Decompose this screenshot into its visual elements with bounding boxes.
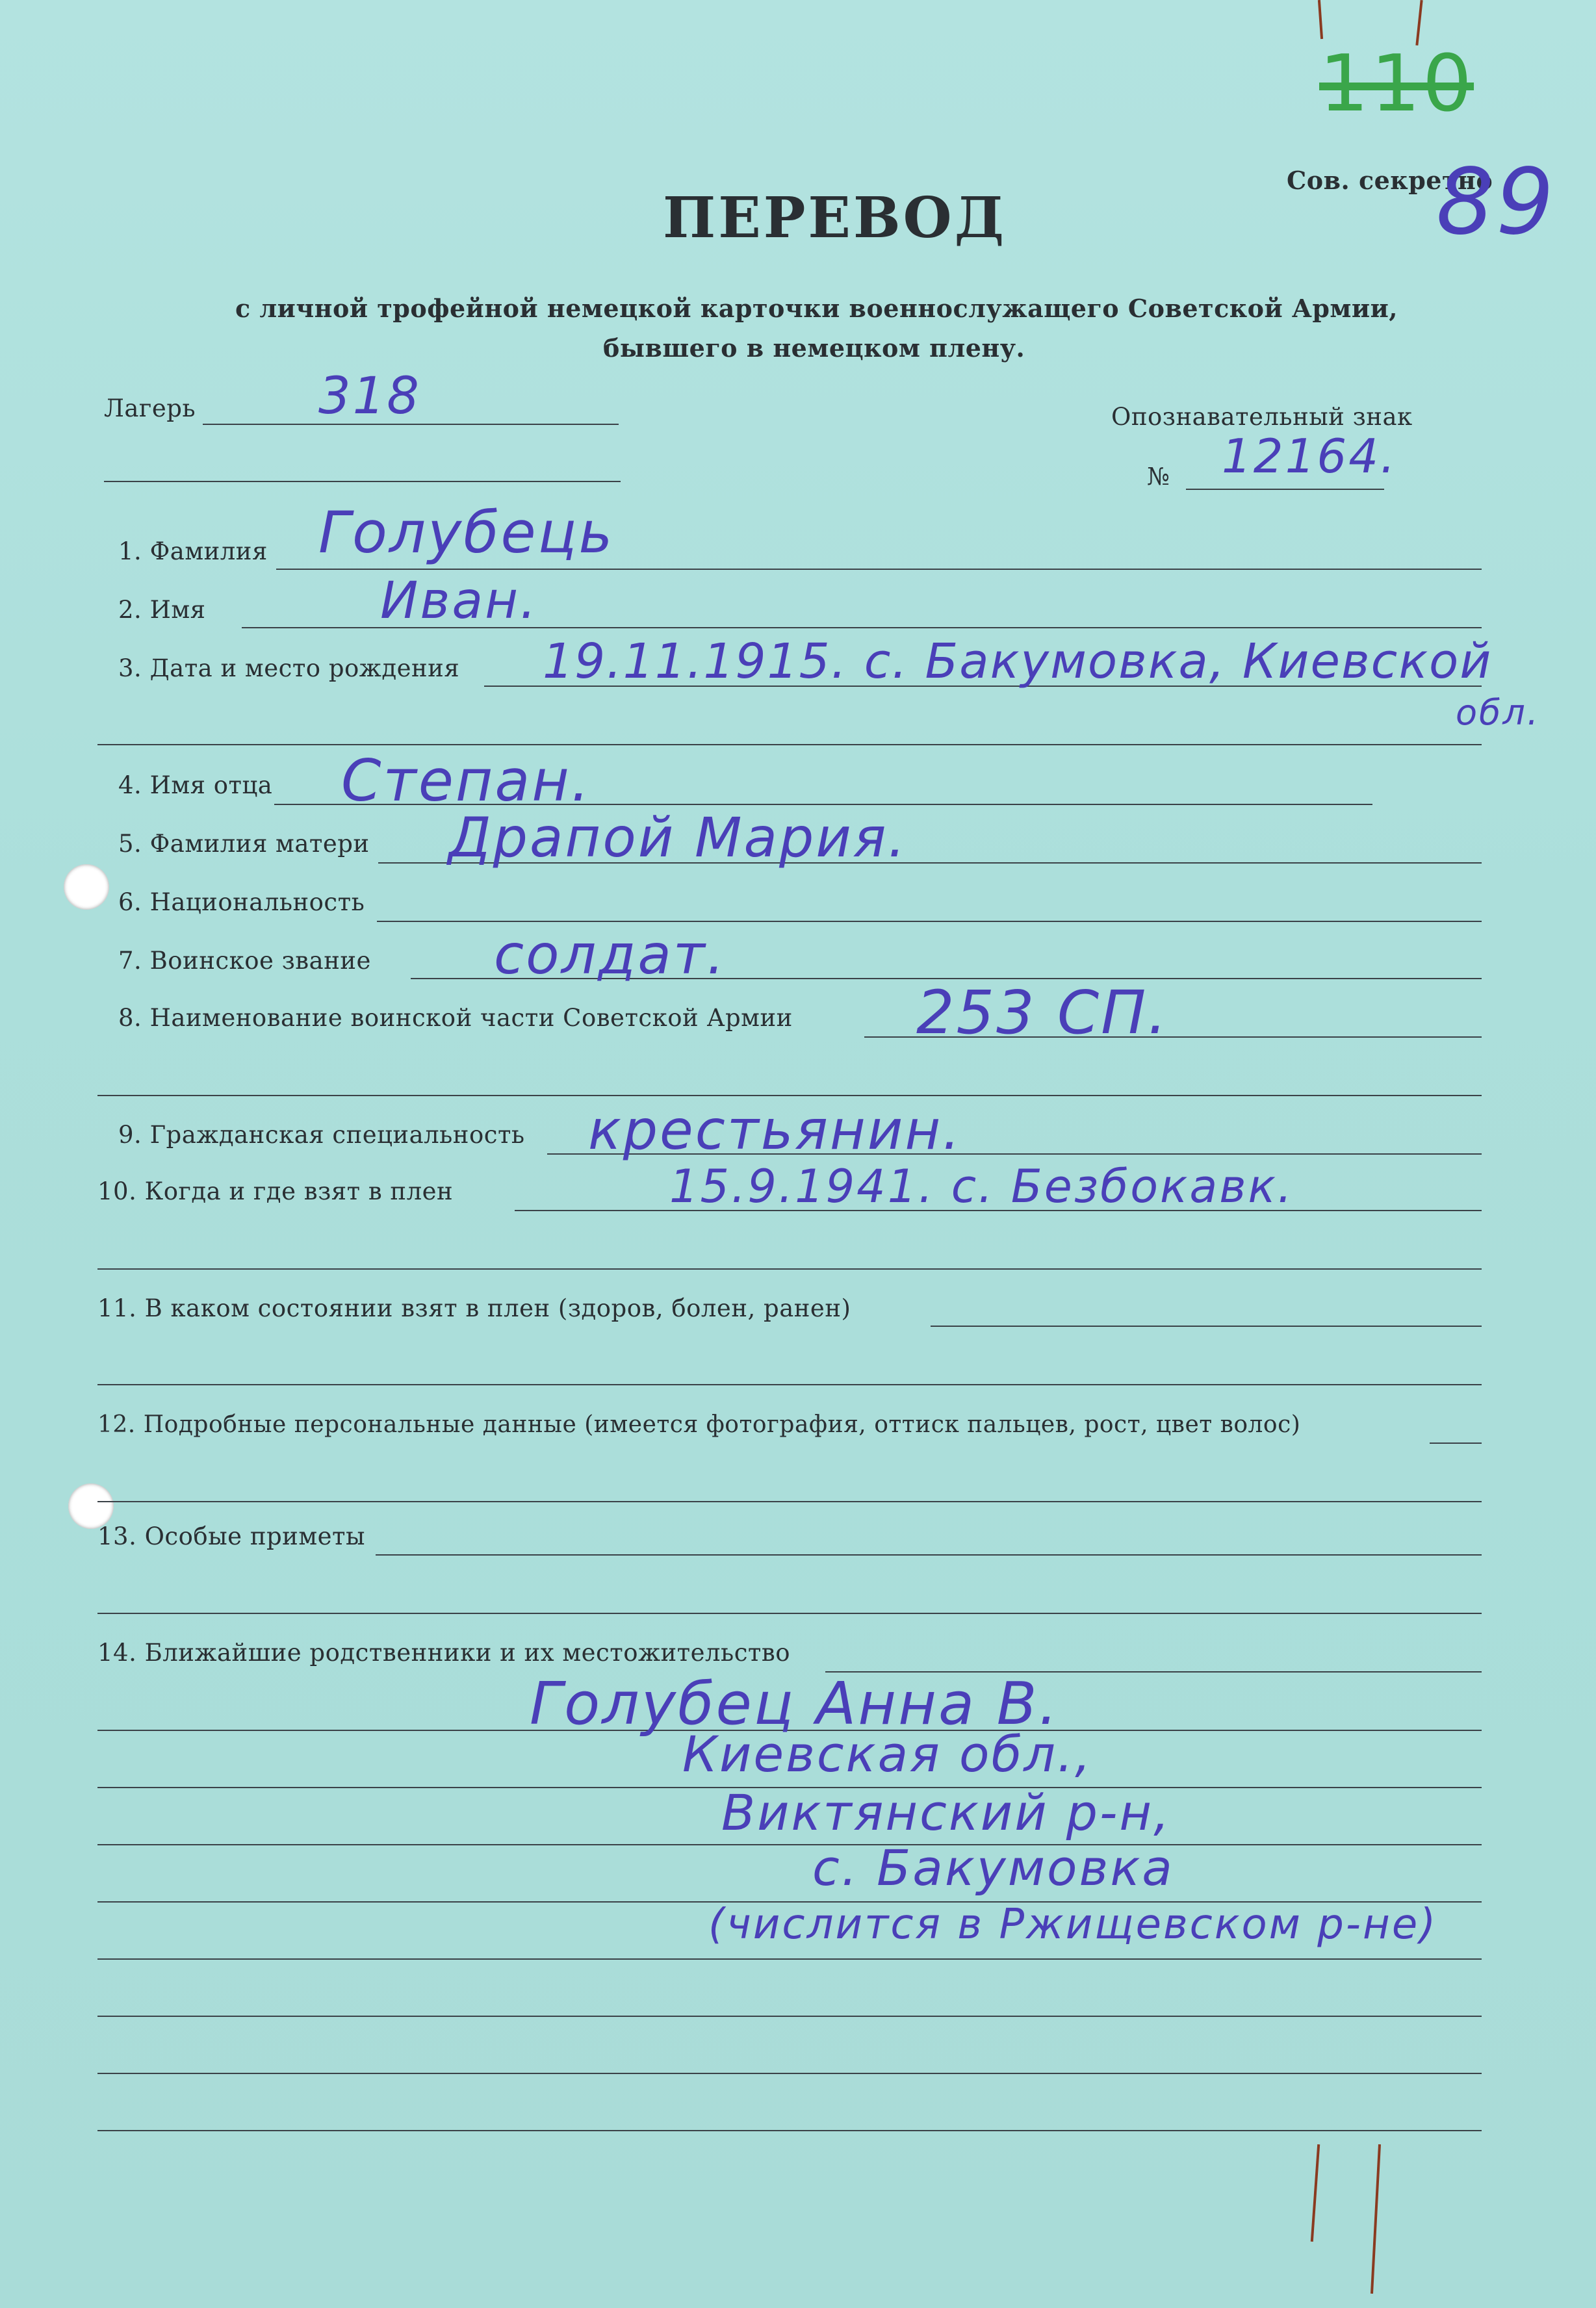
secret-number: 89 (1436, 149, 1556, 255)
field-5-value: Драпой Мария. (448, 806, 908, 869)
field-9-value: крестьянин. (588, 1098, 962, 1162)
field-10-label: 10. Когда и где взят в плен (97, 1177, 454, 1205)
field-14-label: 14. Ближайшие родственники и их местожительство (97, 1639, 790, 1667)
relatives-line (97, 2073, 1482, 2074)
field-11-line (931, 1326, 1482, 1327)
field-3-value: 19.11.1915. с. Бакумовка, Киевской (543, 634, 1493, 689)
field-6-line (377, 921, 1482, 922)
field-4-label: 4. Имя отца (118, 771, 273, 799)
field-6-label: 6. Национальность (118, 888, 365, 916)
field-4-value: Степан. (341, 747, 591, 814)
field-8-line-2 (97, 1095, 1482, 1096)
field-1-label: 1. Фамилия (118, 537, 268, 565)
field-10-line-2 (97, 1268, 1482, 1270)
field-13-label: 13. Особые приметы (97, 1522, 365, 1550)
field-11-label: 11. В каком состоянии взят в плен (здоров, болен, ранен) (97, 1294, 851, 1322)
field-2-value: Иван. (380, 572, 538, 630)
field-9-label: 9. Гражданская специальность (118, 1121, 525, 1149)
green-stamp-number: 110 (1319, 39, 1474, 129)
relative-line-5: (числится в Ржищевском р-не) (708, 1901, 1438, 1949)
id-tag-no: № (1147, 463, 1170, 491)
field-7-label: 7. Воинское звание (118, 947, 371, 975)
relative-line-1: Голубец Анна В. (530, 1670, 1060, 1738)
relatives-line (97, 2130, 1482, 2131)
field-12-label: 12. Подробные персональные данные (имеется фотография, оттиск пальцев, рост, цвет волос) (97, 1411, 1301, 1438)
field-10-value: 15.9.1941. с. Безбокавк. (669, 1160, 1294, 1213)
field-3-label: 3. Дата и место рождения (118, 654, 460, 682)
camp-value: 318 (318, 367, 421, 426)
field-3-value-cont: обл. (1456, 692, 1541, 733)
field-1-line (276, 569, 1482, 570)
relative-line-4: с. Бакумовка (812, 1839, 1174, 1897)
camp-label: Лагерь (104, 394, 196, 422)
field-2-label: 2. Имя (118, 596, 206, 624)
relatives-line (97, 2016, 1482, 2017)
relatives-line (97, 1958, 1482, 1960)
field-8-value: 253 СП. (916, 978, 1169, 1047)
field-8-label: 8. Наименование воинской части Советской Армии (118, 1004, 793, 1032)
field-7-value: солдат. (494, 923, 727, 986)
field-13-line (376, 1554, 1482, 1556)
field-11-line-2 (97, 1384, 1482, 1385)
relative-line-2: Киевская обл., (682, 1725, 1093, 1783)
relatives-line (97, 1844, 1482, 1845)
secret-label: Сов. секретно (1287, 166, 1493, 195)
subtitle-line1: с личной трофейной немецкой карточки военнослужащего Советской Армии, (235, 294, 1398, 323)
field-1-value: Голубець (318, 499, 615, 566)
subtitle-line2: бывшего в немецком плену. (603, 333, 1025, 363)
field-13-line-2 (97, 1613, 1482, 1614)
punch-hole-top (64, 864, 109, 910)
id-tag-label: Опознавательный знак (1111, 403, 1413, 431)
field-12-line-2 (97, 1501, 1482, 1502)
relative-line-3: Виктянский р-н, (721, 1784, 1172, 1841)
id-tag-value: 12164. (1222, 429, 1397, 483)
field-5-label: 5. Фамилия матери (118, 830, 370, 858)
id-tag-line (1186, 489, 1384, 490)
field-3-line-2 (97, 744, 1482, 745)
field-12-line (1430, 1442, 1482, 1444)
camp-line-2 (104, 481, 621, 482)
page-title: ПЕРЕВОД (663, 185, 1007, 251)
